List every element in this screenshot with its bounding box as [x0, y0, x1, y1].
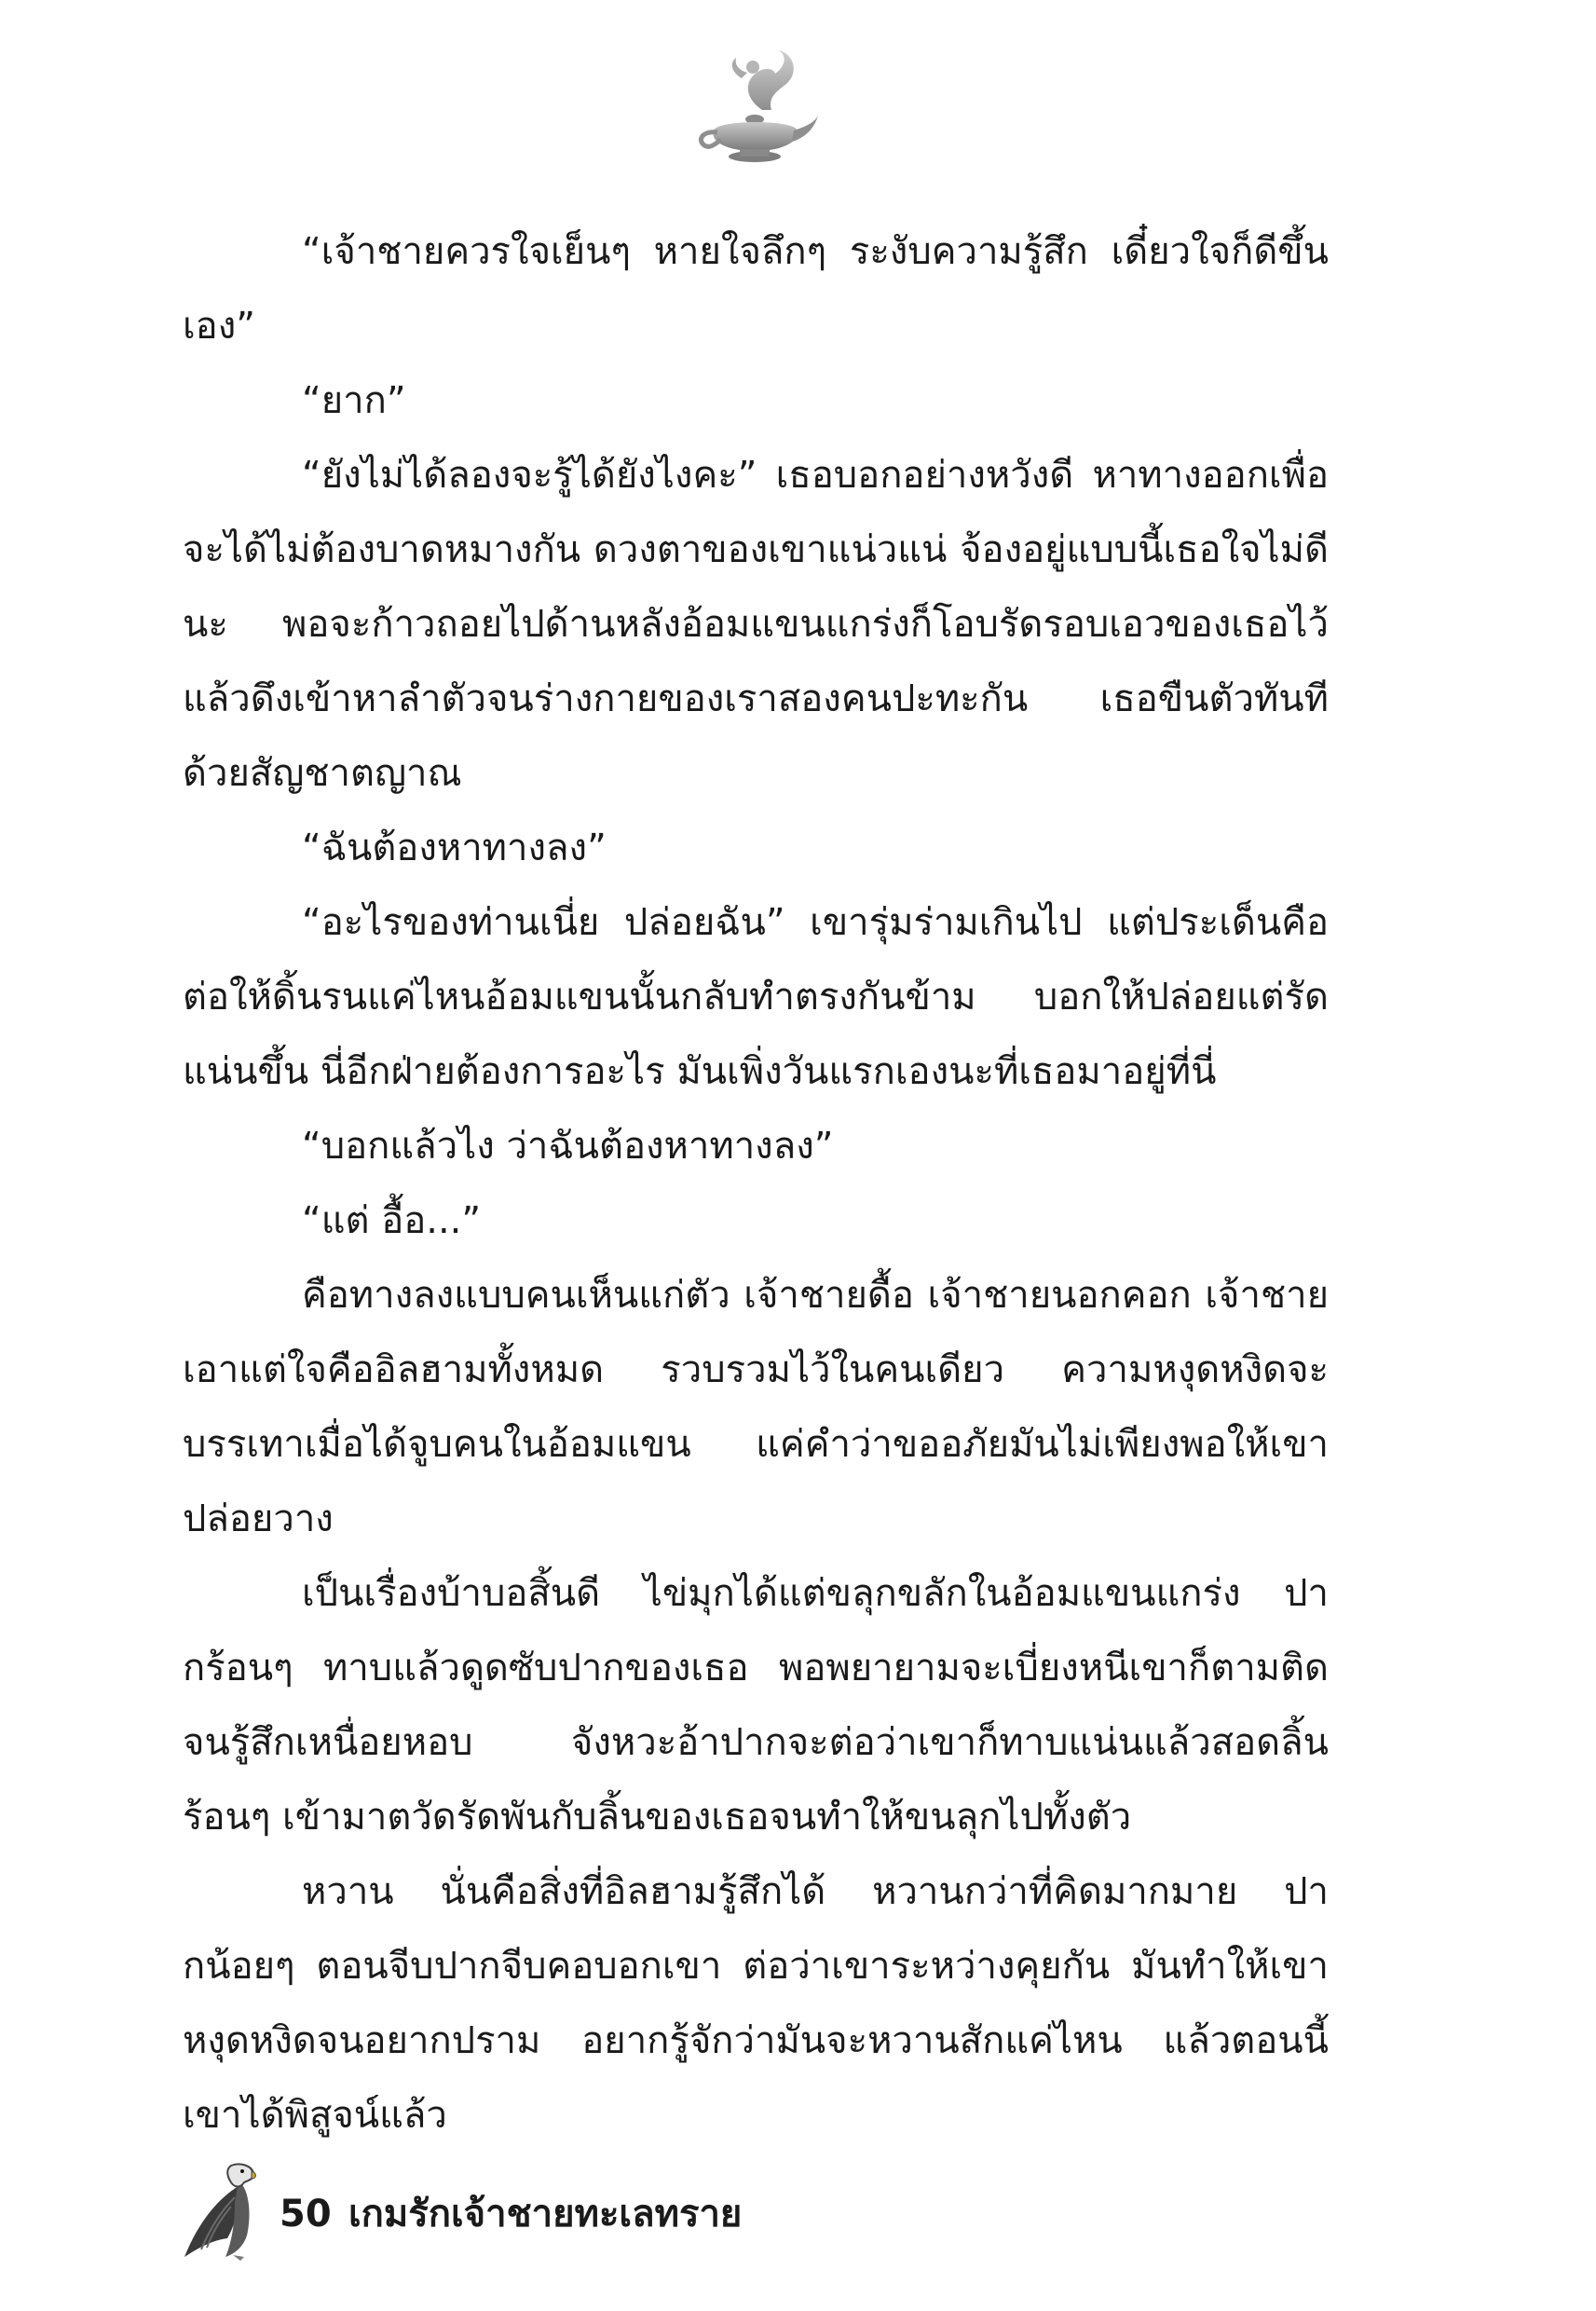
eagle-icon	[183, 2160, 257, 2263]
paragraph: เป็นเรื่องบ้าบอสิ้นดี ไข่มุกได้แต่ขลุกขลักในอ้อมแขนแกร่ง ปากร้อนๆ ทาบแล้วดูดซับปากของเธอ พอพยายามจะเบี่ยงหนีเขาก็ตามติดจนรู้สึกเหนื่อยหอบ จังหวะอ้าปากจะต่อว่าเขาก็ทาบแน่นแล้วสอดลิ้นร้อนๆ เข้ามาตวัดรัดพันกับลิ้นของเธอจนทำให้ขนลุกไปทั้งตัว	[183, 1572, 1329, 1839]
paragraph-dialog: “บอกแล้วไง ว่าฉันต้องหาทางลง”	[302, 1125, 834, 1168]
paragraph: “อะไรของท่านเนี่ย ปล่อยฉัน” เขารุ่มร่ามเกินไป แต่ประเด็นคือต่อให้ดิ้นรนแค่ไหนอ้อมแขนนั้นกลับทำตรงกันข้าม บอกให้ปล่อยแต่รัดแน่นขึ้น นี่อีกฝ่ายต้องการอะไร มันเพิ่งวันแรกเองนะที่เธอมาอยู่ที่นี่	[183, 901, 1329, 1093]
chapter-text	[183, 214, 1329, 2153]
paragraph: คือทางลงแบบคนเห็นแก่ตัว เจ้าชายดื้อ เจ้าชายนอกคอก เจ้าชายเอาแต่ใจคืออิลฮามทั้งหมด รวบรวมไว้ในคนเดียว ความหงุดหงิดจะบรรเทาเมื่อได้จูบคนในอ้อมแขน แค่คำว่าขออภัยมันไม่เพียงพอให้เขาปล่อยวาง	[183, 1274, 1329, 1540]
page-number: 50	[280, 2193, 332, 2236]
book-title: เกมรักเจ้าชายทะเลทราย	[348, 2193, 743, 2236]
paragraph: “เจ้าชายควรใจเย็นๆ หายใจลึกๆ ระงับความรู้สึก เดี๋ยวใจก็ดีขึ้นเอง”	[183, 230, 1329, 348]
paragraph: “ยังไม่ได้ลองจะรู้ได้ยังไงคะ” เธอบอกอย่างหวังดี หาทางออกเพื่อจะได้ไม่ต้องบาดหมางกัน ดวงตาของเขาแน่วแน่ จ้องอยู่แบบนี้เธอใจไม่ดีนะ พอจะก้าวถอยไปด้านหลังอ้อมแขนแกร่งก็โอบรัดรอบเอวของเธอไว้ แล้วดึงเข้าหาลำตัวจนร่างกายของเราสองคนปะทะกัน เธอขืนตัวทันทีด้วยสัญชาตญาณ	[183, 454, 1329, 795]
paragraph-dialog: “แต่ อื้อ...”	[302, 1199, 482, 1242]
magic-lamp-ornament-icon	[689, 45, 820, 175]
paragraph-dialog: “ฉันต้องหาทางลง”	[302, 827, 607, 869]
page-footer	[183, 2160, 1021, 2263]
paragraph: หวาน นั่นคือสิ่งที่อิลฮามรู้สึกได้ หวานกว่าที่คิดมากมาย ปากน้อยๆ ตอนจีบปากจีบคอบอกเขา ต่อว่าเขาระหว่างคุยกัน มันทำให้เขาหงุดหงิดจนอยากปราม อยากรู้จักว่ามันจะหวานสักแค่ไหน แล้วตอนนี้เขาได้พิสูจน์แล้ว	[183, 1870, 1329, 2137]
paragraph-dialog: “ยาก”	[302, 379, 406, 422]
